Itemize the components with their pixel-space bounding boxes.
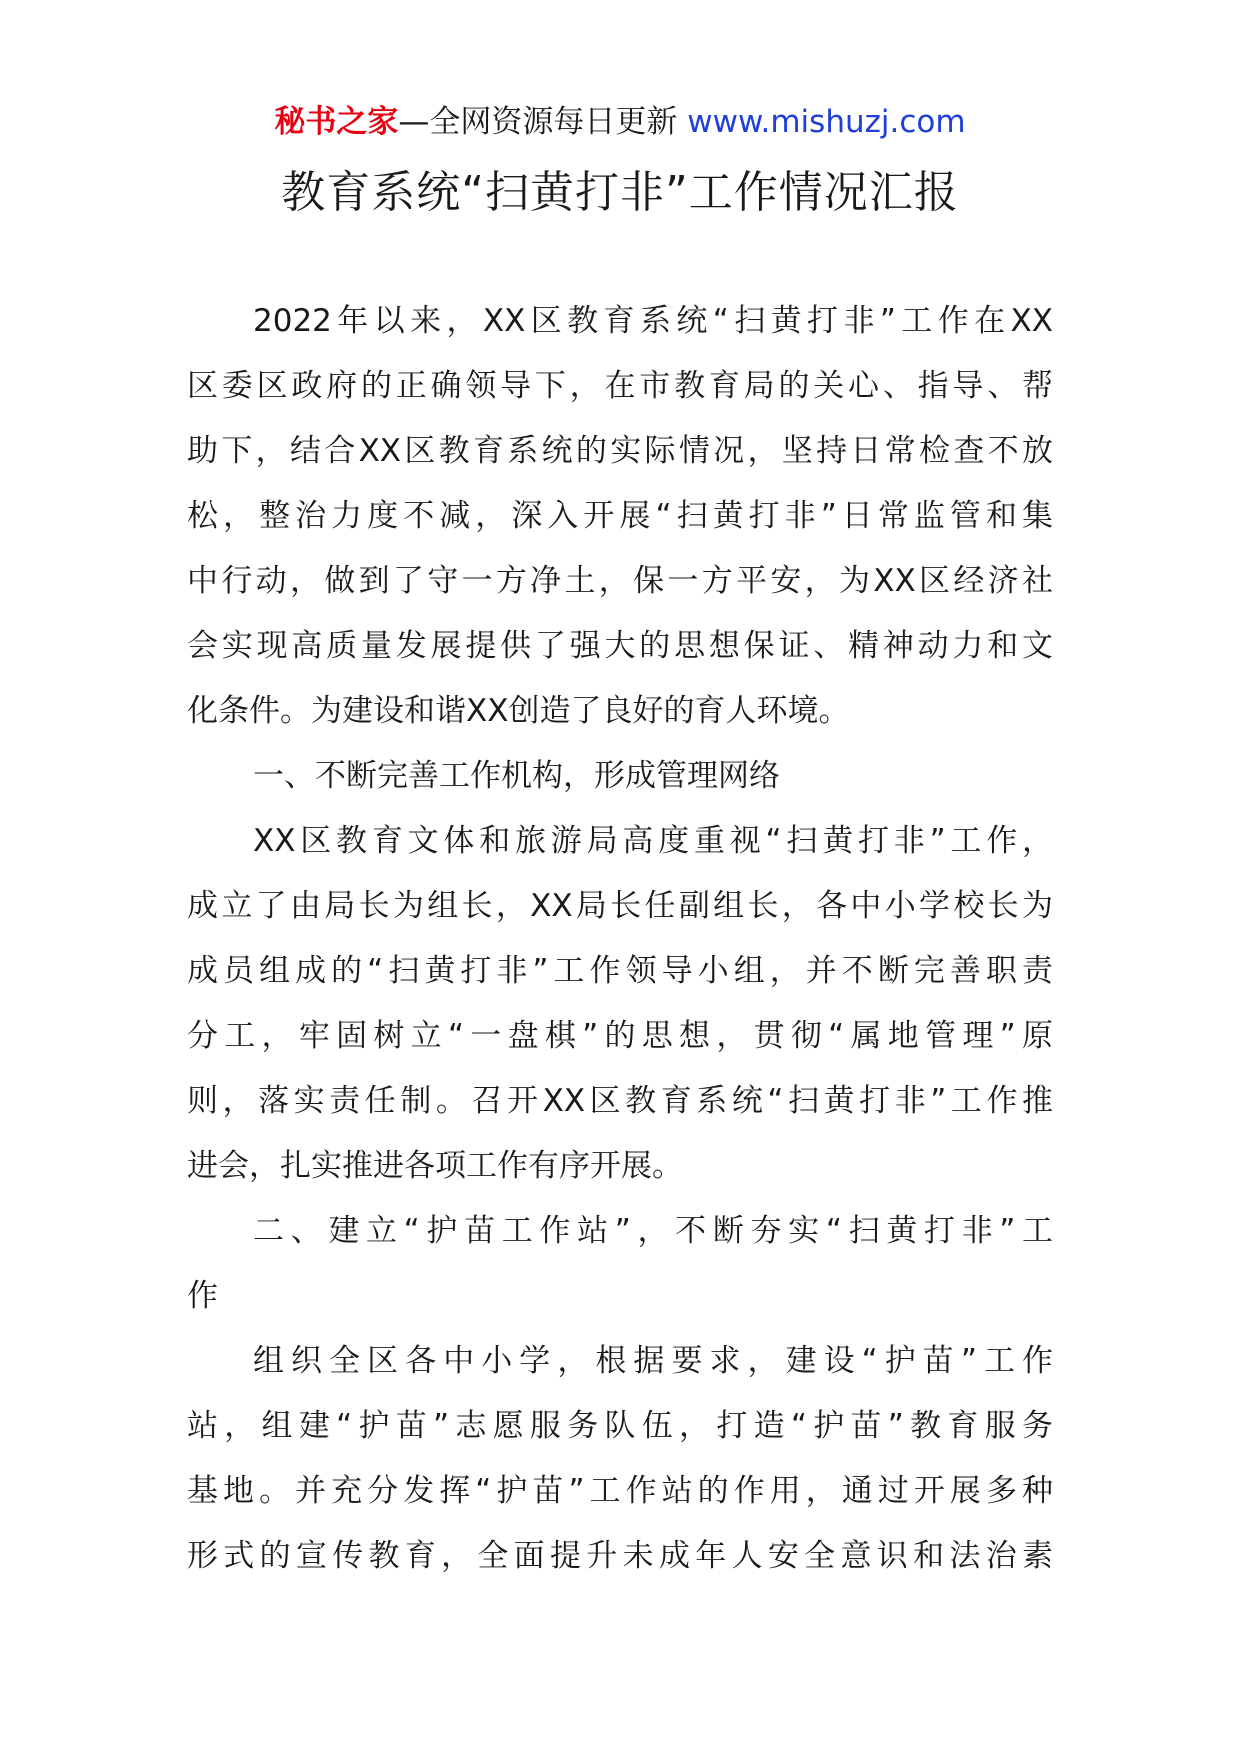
paragraph-line: 站，组建“护苗”志愿服务队伍，打造“护苗”教育服务 (187, 1408, 1053, 1444)
paragraph-line: 一、不断完善工作机构，形成管理网络 (253, 758, 780, 794)
paragraph-line: 成员组成的“扫黄打非”工作领导小组，并不断完善职责 (187, 953, 1053, 989)
paragraph-line: 二、建立“护苗工作站”，不断夯实“扫黄打非”工 (253, 1213, 1053, 1249)
paragraph-line: 成立了由局长为组长，XX局长任副组长，各中小学校长为 (187, 888, 1053, 924)
paragraph-line: 化条件。为建设和谐XX创造了良好的育人环境。 (187, 693, 850, 729)
paragraph-line: 分工，牢固树立“一盘棋”的思想，贯彻“属地管理”原 (187, 1018, 1053, 1054)
paragraph-line: 进会，扎实推进各项工作有序开展。 (187, 1148, 683, 1184)
paragraph-line: 则，落实责任制。召开XX区教育系统“扫黄打非”工作推 (187, 1083, 1053, 1119)
site-url: www.mishuzj.com (687, 104, 966, 140)
paragraph (187, 744, 1053, 809)
paragraph-line: 松，整治力度不减，深入开展“扫黄打非”日常监管和集 (187, 498, 1053, 534)
paragraph-line: 基地。并充分发挥“护苗”工作站的作用，通过开展多种 (187, 1473, 1053, 1509)
paragraph (187, 809, 1053, 1199)
paragraph-line: 2022年以来，XX区教育系统“扫黄打非”工作在XX (253, 303, 1053, 339)
banner-slogan: —全网资源每日更新 (398, 104, 678, 140)
paragraph (187, 1329, 1053, 1589)
document-title: 教育系统“扫黄打非”工作情况汇报 (281, 167, 959, 218)
paragraph-line: 助下，结合XX区教育系统的实际情况，坚持日常检查不放 (187, 433, 1053, 469)
paragraph (187, 289, 1053, 744)
paragraph-line: 区委区政府的正确领导下，在市教育局的关心、指导、帮 (187, 368, 1053, 404)
paragraph-line: XX区教育文体和旅游局高度重视“扫黄打非”工作， (253, 823, 1053, 859)
paragraph (187, 1199, 1053, 1329)
paragraph-line: 中行动，做到了守一方净土，保一方平安，为XX区经济社 (187, 563, 1053, 599)
paragraph-line: 形式的宣传教育，全面提升未成年人安全意识和法治素 (187, 1538, 1053, 1574)
brand-name: 秘书之家 (274, 104, 399, 140)
paragraph-line: 作 (187, 1278, 218, 1314)
site-banner (0, 100, 1240, 144)
paragraph-line: 会实现高质量发展提供了强大的思想保证、精神动力和文 (187, 628, 1053, 664)
document-body (187, 289, 1053, 1589)
paragraph-line: 组织全区各中小学，根据要求，建设“护苗”工作 (253, 1343, 1053, 1379)
